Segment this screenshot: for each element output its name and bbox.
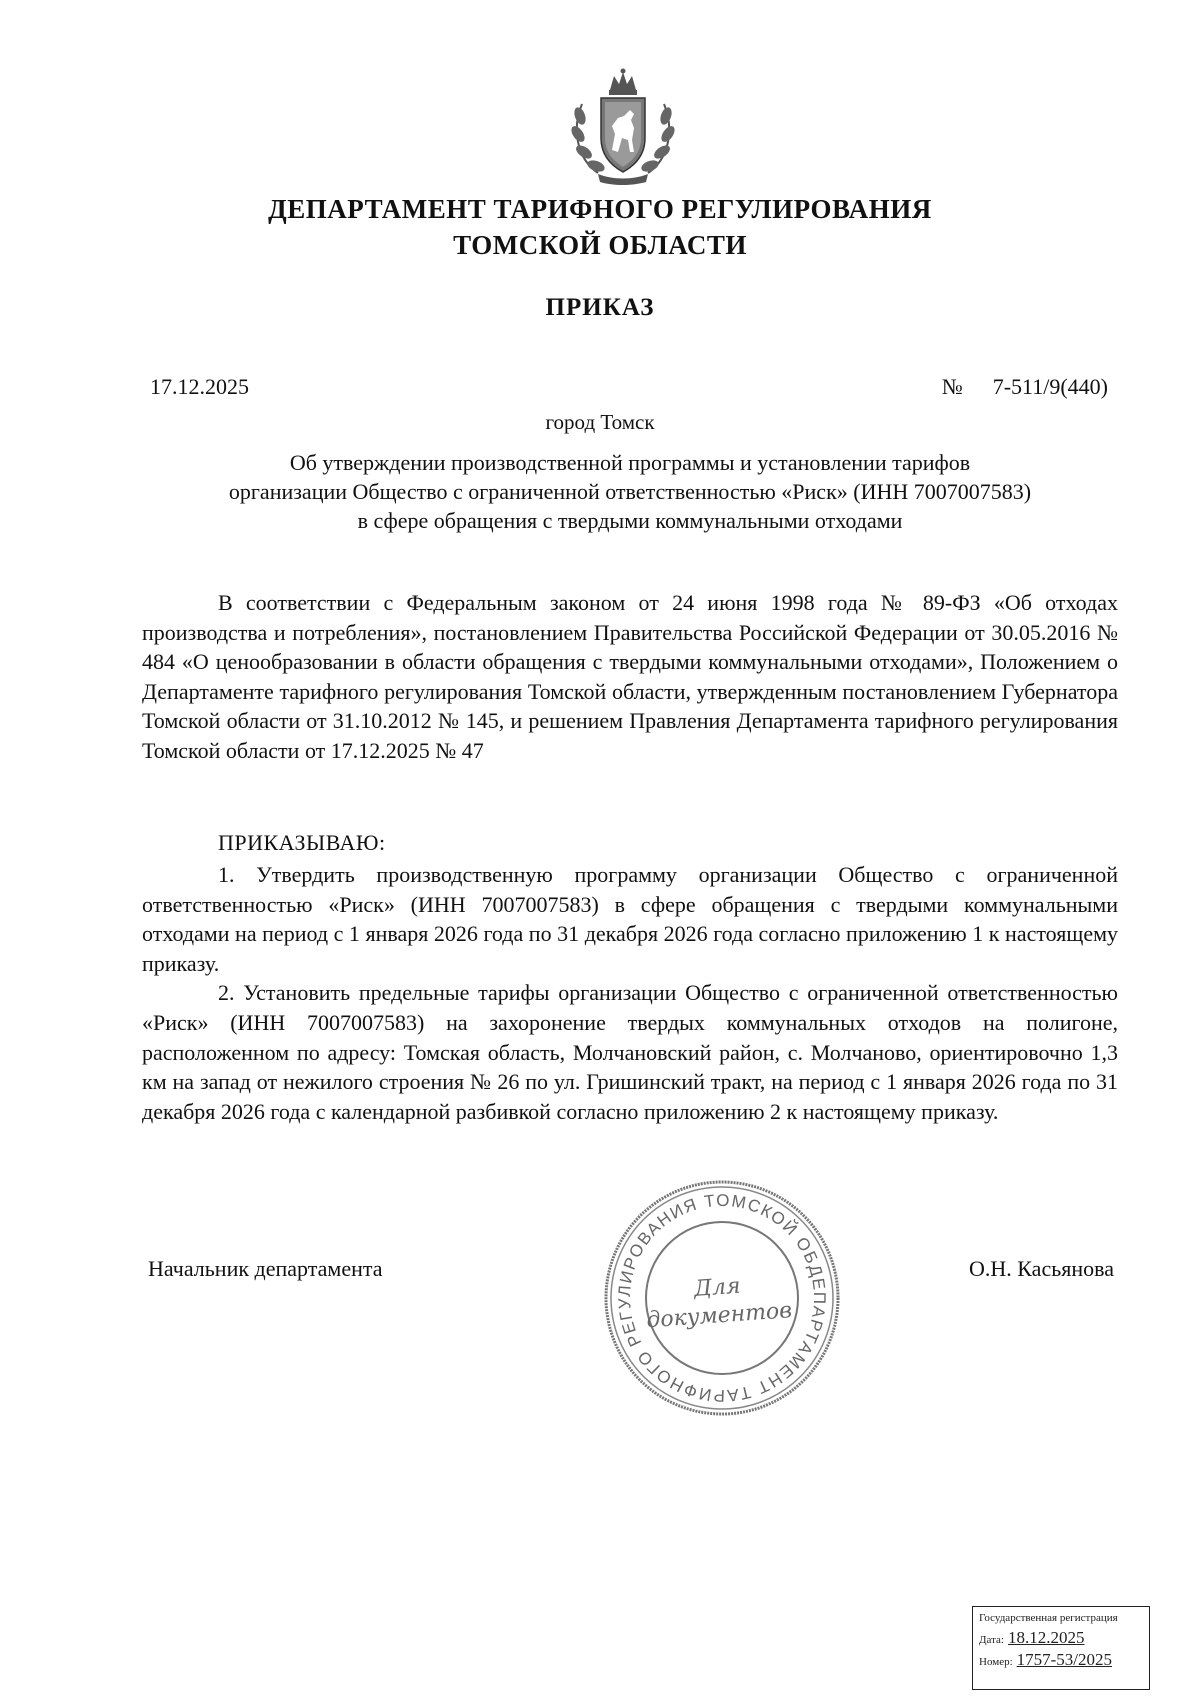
registration-number: 1757-53/2025 <box>1016 1650 1113 1669</box>
document-number: 7-511/9(440) <box>992 374 1108 399</box>
document-number-row <box>942 374 1108 400</box>
registration-title: Государственная регистрация <box>979 1612 1118 1624</box>
subject-line: Об утверждении производственной программы и установлении тарифов <box>289 450 971 475</box>
official-seal-stamp <box>600 1176 844 1420</box>
document-subject <box>140 448 1120 535</box>
document-type-title: ПРИКАЗ <box>545 294 655 321</box>
department-title-line2: ТОМСКОЙ ОБЛАСТИ <box>453 230 747 260</box>
decree-item: 2. Установить предельные тарифы организации Общество с ограниченной ответственностью «Риск» (ИНН 7007007583) на захоронение твердых коммунальных отходов на полигоне, расположенном по адресу: Томская область, Молчановский район, с. Молчаново, ориентировочно 1,3 км на запад от нежилого строения № 26 по ул. Гришинский тракт, на период с 1 января 2026 года по 31 декабря 2026 года с календарной разбивкой согласно приложению 2 к настоящему приказу. <box>142 980 1118 1124</box>
stamp-center-line1: Для <box>693 1273 742 1302</box>
document-date: 17.12.2025 <box>150 374 249 399</box>
registration-date: 18.12.2025 <box>1007 1628 1085 1647</box>
preamble-block <box>142 588 1118 766</box>
registration-number-row <box>979 1650 1143 1669</box>
registration-number-label: Номер: <box>979 1656 1013 1668</box>
registration-date-row <box>979 1628 1143 1647</box>
registration-date-label: Дата: <box>979 1634 1004 1646</box>
decree-word: ПРИКАЗЫВАЮ: <box>218 830 386 855</box>
stamp-ring-text: ДЕПАРТАМЕНТ ТАРИФНОГО РЕГУЛИРОВАНИЯ ТОМСКОЙ ОБЛАСТИ <box>614 1190 830 1406</box>
signatory-position: Начальник департамента <box>148 1256 383 1281</box>
subject-line: в сфере обращения с твердыми коммунальными отходами <box>357 508 903 533</box>
stamp-center-line2: документов <box>645 1298 793 1334</box>
department-title-line1: ДЕПАРТАМЕНТ ТАРИФНОГО РЕГУЛИРОВАНИЯ <box>268 194 932 224</box>
number-sign: № <box>941 374 963 399</box>
preamble-paragraph: В соответствии с Федеральным законом от 24 июня 1998 года № 89-ФЗ «Об отходах производства и потребления», постановлением Правительства Российской Федерации от 30.05.2016 № 484 «О ценообразовании в области обращения с твердыми коммунальными отходами», Положением о Департаменте тарифного регулирования Томской области, утвержденным постановлением Губернатора Томской области от 31.10.2012 № 145, и решением Правления Департамента тарифного регулирования Томской области от 17.12.2025 № 47 <box>142 590 1118 763</box>
decree-items <box>142 860 1118 1126</box>
coat-of-arms-emblem <box>568 68 678 188</box>
document-city: город Томск <box>545 410 655 434</box>
subject-line: организации Общество с ограниченной ответственностью «Риск» (ИНН 7007007583) <box>228 479 1032 504</box>
registration-box <box>972 1606 1150 1690</box>
decree-item: 1. Утвердить производственную программу организации Общество с ограниченной ответственностью «Риск» (ИНН 7007007583) в сфере обращения с твердыми коммунальными отходами на период с 1 января 2026 года по 31 декабря 2026 года согласно приложению 1 к настоящему приказу. <box>142 862 1118 976</box>
signatory-name: О.Н. Касьянова <box>969 1256 1114 1281</box>
